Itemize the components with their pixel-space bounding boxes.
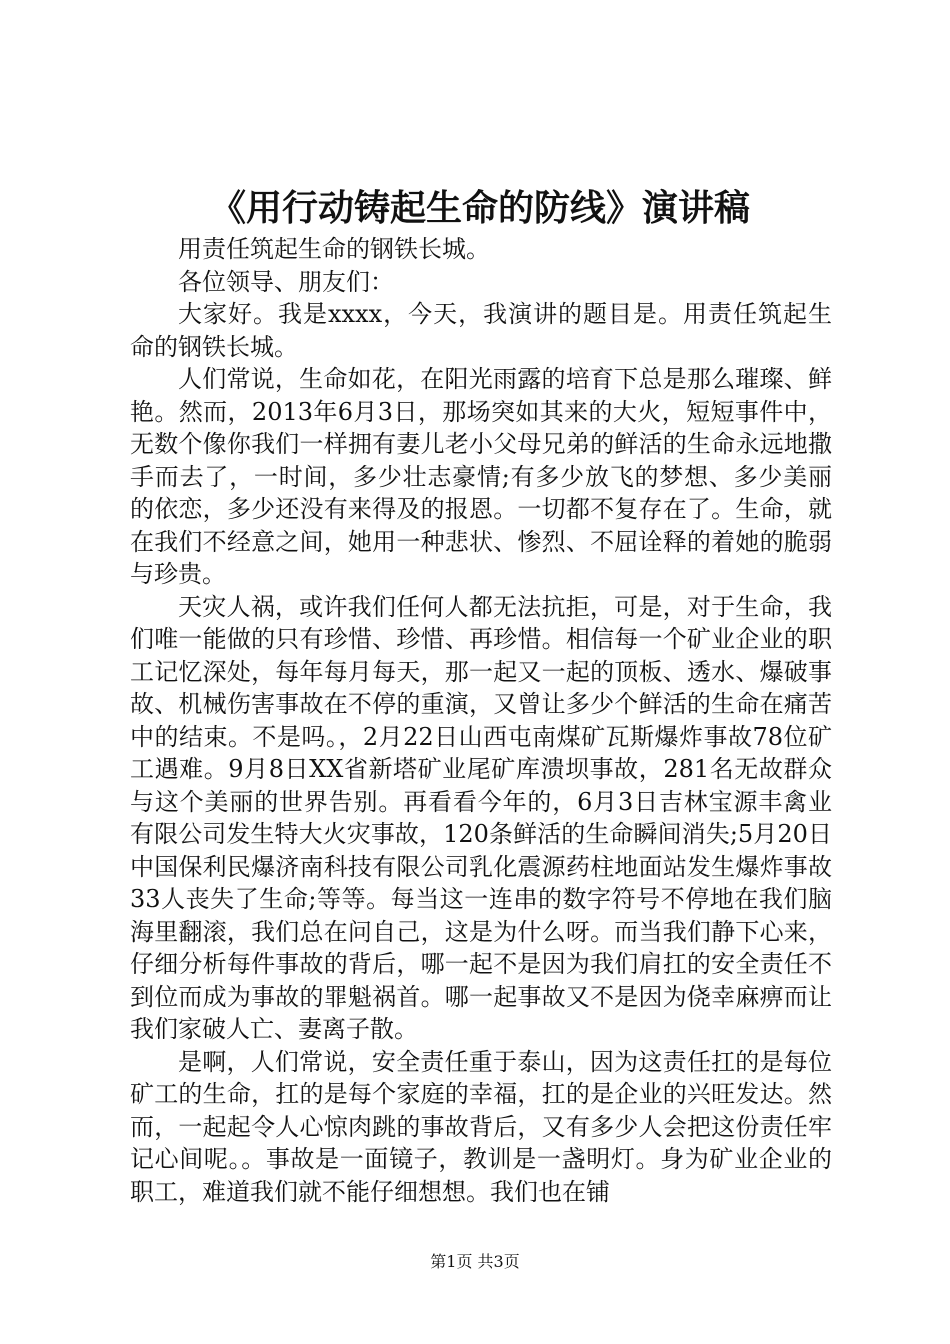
document-body — [130, 233, 832, 1208]
paragraph-subtitle: 用责任筑起生命的钢铁长城。 — [178, 235, 490, 263]
page-footer: 第1页 共3页 — [430, 1252, 520, 1271]
document-title: 《用行动铸起生命的防线》演讲稿 — [209, 187, 750, 229]
paragraph-body: 人们常说，生命如花，在阳光雨露的培育下总是那么璀璨、鲜艳。然而，2013年6月3日，那场突如其来的大火，短短事件中，无数个像你我们一样拥有妻儿老小父母兄弟的鲜活的生命永远地撒手而去了，一时间，多少壮志豪情;有多少放飞的梦想、多少美丽的依恋，多少还没有来得及的报恩。一切都不复存在了。生命，就在我们不经意之间，她用一种悲状、惨烈、不屈诠释的着她的脆弱与珍贵。 — [130, 365, 832, 588]
paragraph-greeting: 大家好。我是xxxx，今天，我演讲的题目是。用责任筑起生命的钢铁长城。 — [130, 300, 832, 361]
paragraph-body: 天灾人祸，或许我们任何人都无法抗拒，可是，对于生命，我们唯一能做的只有珍惜、珍惜、再珍惜。相信每一个矿业企业的职工记忆深处，每年每月每天，那一起又一起的顶板、透水、爆破事故、机械伤害事故在不停的重演，又曾让多少个鲜活的生命在痛苦中的结束。不是吗。，2月22日山西屯南煤矿瓦斯爆炸事故78位矿工遇难。9月8日XX省新塔矿业尾矿库溃坝事故，281名无故群众与这个美丽的世界告别。再看看今年的，6月3日吉林宝源丰禽业有限公司发生特大火灾事故，120条鲜活的生命瞬间消失;5月20日中国保利民爆济南科技有限公司乳化震源药柱地面站发生爆炸事故33人丧失了生命;等等。每当这一连串的数字符号不停地在我们脑海里翻滚，我们总在问自己，这是为什么呀。而当我们静下心来，仔细分析每件事故的背后，哪一起不是因为我们肩扛的安全责任不到位而成为事故的罪魁祸首。哪一起事故又不是因为侥幸麻痹而让我们家破人亡、妻离子散。 — [130, 592, 832, 1043]
paragraph-salutation: 各位领导、朋友们： — [178, 267, 394, 296]
paragraph-body: 是啊，人们常说，安全责任重于泰山，因为这责任扛的是每位矿工的生命，扛的是每个家庭的幸福，扛的是企业的兴旺发达。然而，一起起令人心惊肉跳的事故背后，又有多少人会把这份责任牢记心间呢。。事故是一面镜子，教训是一盏明灯。身为矿业企业的职工，难道我们就不能仔细想想。我们也在铺 — [130, 1047, 832, 1206]
